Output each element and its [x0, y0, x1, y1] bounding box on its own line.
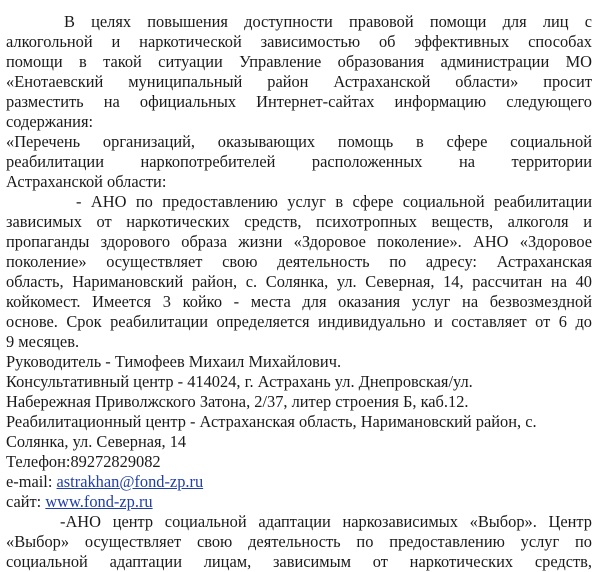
org1-desc-line-4: поколение» осуществляет свою деятельность по адресу: Астраханская [6, 252, 592, 271]
org1-email-line [6, 472, 592, 492]
email-link[interactable]: astrakhan@fond-zp.ru [56, 472, 204, 491]
org1-desc-line-8: 9 месяцев. [6, 332, 80, 351]
org2-line-2: «Выбор» осуществляет свою деятельность по предоставлению услуг по [6, 532, 592, 551]
org1-desc-line-1: - АНО по предоставлению услуг в сфере социальной реабилитации [76, 192, 592, 211]
intro-line-1: В целях повышения доступности правовой помощи для лиц с [64, 12, 592, 31]
intro-line-3: помощи в такой ситуации Управление образования администрации МО [6, 52, 592, 71]
site-link[interactable]: www.fond-zp.ru [45, 492, 153, 511]
org1-director: Руководитель - Тимофеев Михаил Михайлович. [6, 352, 342, 371]
org1-desc-line-6: койкомест. Имеется 3 койко - места для оказания услуг на безвозмездной [6, 292, 592, 311]
org1-rehab-line-1: Реабилитационный центр - Астраханская область, Наримановский район, с. [6, 412, 537, 431]
list-heading-line-2: реабилитации наркопотребителей расположенных на территории [6, 152, 592, 171]
list-heading-line-1: «Перечень организаций, оказывающих помощь в сфере социальной [6, 132, 592, 151]
org1-phone: Телефон:89272829082 [6, 452, 161, 471]
org1-desc-line-2: зависимых от наркотических средств, психотропных веществ, алкоголя и [6, 212, 592, 231]
intro-line-2: алкогольной и наркотической зависимостью об эффективных способах [6, 32, 592, 51]
intro-line-5: разместить на официальных Интернет-сайтах информацию следующего [6, 92, 592, 111]
org2-line-1: -АНО центр социальной адаптации наркозависимых «Выбор». Центр [60, 512, 592, 531]
org1-consult-line-2: Набережная Приволжского Затона, 2/37, литер строения Б, каб.12. [6, 392, 469, 411]
org2-line-3: социальной адаптации лицам, зависимым от наркотических средств, [6, 552, 592, 571]
email-label: e-mail: [6, 472, 57, 491]
list-heading-line-3: Астраханской области: [6, 172, 167, 191]
org1-rehab-line-2: Солянка, ул. Северная, 14 [6, 432, 187, 451]
org1-consult-line-1: Консультативный центр - 414024, г. Астрахань ул. Днепровская/ул. [6, 372, 473, 391]
site-label: сайт: [6, 492, 46, 511]
intro-line-6: содержания: [6, 112, 94, 131]
org1-desc-line-3: пропаганды здорового образа жизни «Здоровое поколение». АНО «Здоровое [6, 232, 592, 251]
org1-site-line [6, 492, 592, 512]
intro-line-4: «Енотаевский муниципальный район Астраханской области» просит [6, 72, 592, 91]
org1-desc-line-5: область, Наримановский район, с. Солянка, ул. Северная, 14, рассчитан на 40 [6, 272, 592, 291]
org1-desc-line-7: основе. Срок реабилитации определяется индивидуально и составляет от 6 до [6, 312, 592, 331]
